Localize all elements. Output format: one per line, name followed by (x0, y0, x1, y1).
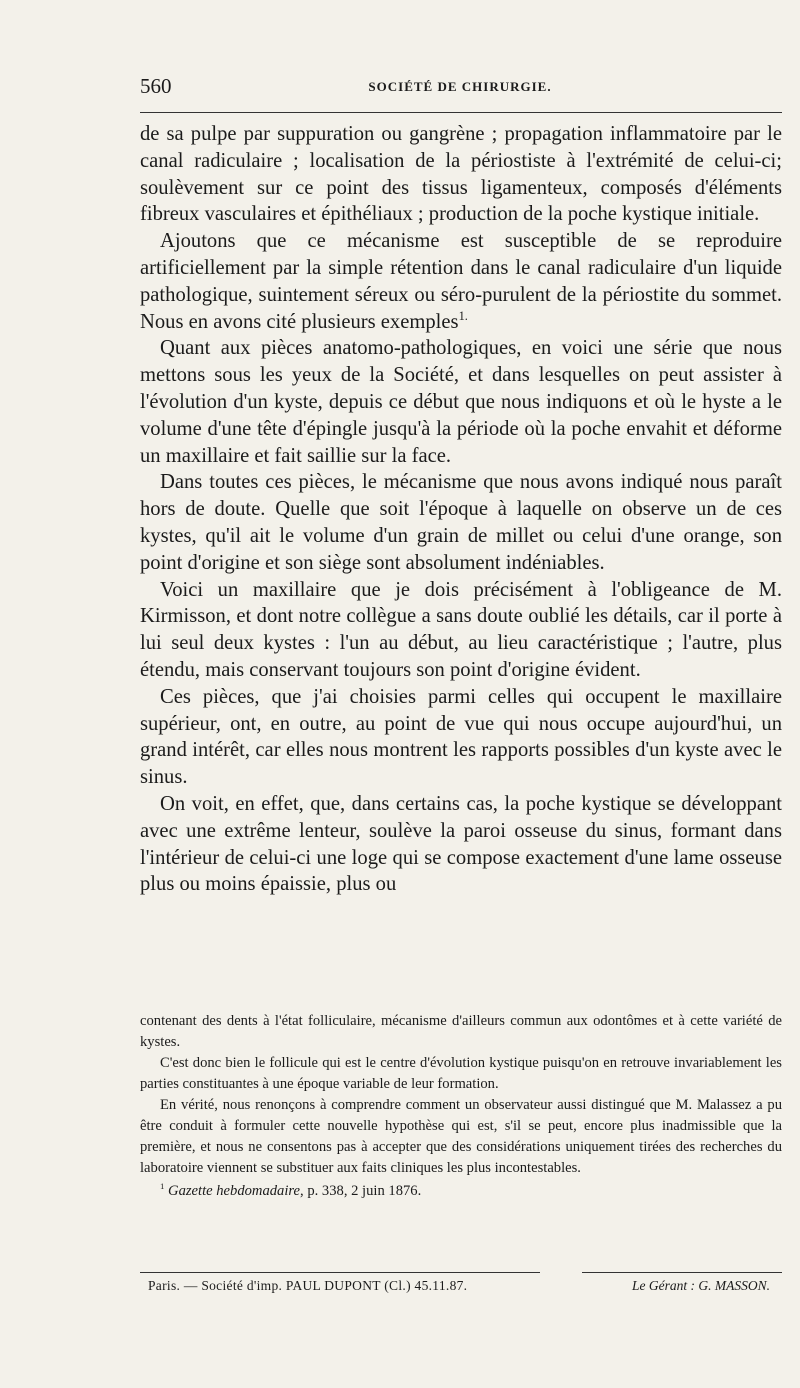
page-header (140, 74, 780, 102)
page-footer (140, 1272, 782, 1298)
paragraph: Quant aux pièces anatomo-pathologiques, en voici une série que nous mettons sous les yeux de la Société, et dans lesquelles on peut assister à l'évolution d'un kyste, depuis ce début que nous indiquons et où le hyste a le volume d'une tête d'épingle jusqu'à la période où la poche envahit et déforme un maxillaire et fait saillie sur la face. (140, 337, 782, 467)
running-title: SOCIÉTÉ DE CHIRURGIE. (368, 79, 552, 94)
paragraph: Dans toutes ces pièces, le mécanisme que nous avons indiqué nous paraît hors de doute. Quelle que soit l'époque à laquelle on observe un de ces kystes, qu'il ait le volume d'un grain de millet ou celui d'une orange, son point d'origine et son siège sont absolument indéniables. (140, 471, 782, 574)
paragraph: de sa pulpe par suppuration ou gangrène ; propagation inflammatoire par le canal radiculaire ; localisation de la périostiste à l'extrémité de celui-ci; soulèvement sur ce point des tissus ligamenteux, composés d'éléments fibreux vasculaires et épithéliaux ; production de la poche kystique initiale. (140, 123, 782, 226)
footnote-paragraph: En vérité, nous renonçons à comprendre comment un observateur aussi distingué que M. Malassez a pu être conduit à formuler cette nouvelle hypothèse qui est, s'il se peut, encore plus inadmissible que la première, et nous ne consentons pas à accepter que des considérations uniquement tirées des recherches du laboratoire viennent se substituer aux faits cliniques les plus incontestables. (140, 1097, 782, 1176)
gerant-signature: Le Gérant : G. MASSON. (632, 1278, 770, 1293)
printer-imprint: Paris. — Société d'imp. PAUL DUPONT (Cl.) 45.11.87. (148, 1278, 468, 1293)
main-text (140, 121, 782, 898)
paragraph: Voici un maxillaire que je dois précisément à l'obligeance de M. Kirmisson, et dont notre collègue a sans doute oublié les détails, car il porte à lui seul deux kystes : l'un au début, au lieu caractéristique ; l'autre, plus étendu, mais conservant toujours son point d'origine évident. (140, 578, 782, 681)
footnote-marker: 1. (458, 308, 468, 323)
paragraph-text: Ajoutons que ce mécanisme est susceptible de se reproduire artificiellement par la simple rétention dans le canal radiculaire d'un liquide pathologique, suintement séreux ou séro-purulent de la périostite du sommet. Nous en avons cité plusieurs exemples (140, 230, 782, 333)
paragraph: On voit, en effet, que, dans certains cas, la poche kystique se développant avec une extrême lenteur, soulève la paroi osseuse du sinus, formant dans l'intérieur de celui-ci une loge qui se compose exactement d'une lame osseuse plus ou moins épaissie, plus ou (140, 792, 782, 896)
footnote-ref-details: , p. 338, 2 juin 1876. (300, 1183, 422, 1199)
footer-rule-right (582, 1272, 782, 1273)
page-number: 560 (140, 74, 172, 98)
footnote-reference (140, 1181, 782, 1202)
footnote-paragraph: C'est donc bien le follicule qui est le centre d'évolution kystique puisqu'on en retrouve invariablement les parties constituantes à une époque variable de leur formation. (140, 1055, 782, 1092)
footnote-paragraph: contenant des dents à l'état folliculaire, mécanisme d'ailleurs commun aux odontômes et à cette variété de kystes. (140, 1013, 782, 1050)
paragraph (140, 228, 782, 335)
footnote-ref-source: Gazette hebdomadaire (168, 1183, 301, 1199)
footnote-ref-marker: 1 (160, 1181, 165, 1192)
footer-rule-left (140, 1272, 540, 1273)
paragraph: Ces pièces, que j'ai choisies parmi celles qui occupent le maxillaire supérieur, ont, en outre, au point de vue qui nous occupe aujourd'hui, un grand intérêt, car elles nous montrent les rapports possibles d'un kyste avec le sinus. (140, 685, 782, 789)
footnotes (140, 1011, 782, 1202)
header-rule (140, 112, 782, 113)
